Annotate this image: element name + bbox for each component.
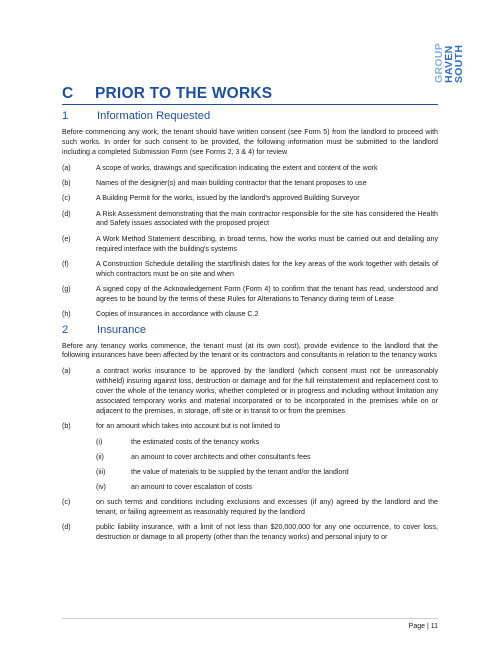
subitem-text: the value of materials to be supplied by the tenant and/or the landlord: [131, 467, 349, 476]
footer-divider: [62, 618, 438, 619]
page-footer: [62, 618, 438, 630]
subitem-text: the estimated costs of the tenancy works: [131, 437, 260, 446]
subitem-text: an amount to cover architects and other consultant's fees: [131, 452, 311, 461]
item-text: A Building Permit for the works, issued by the landlord's approved Building Surveyor: [96, 194, 360, 203]
item-text: Names of the designer(s) and main building contractor that the tenant proposes to use: [96, 178, 367, 187]
list-item: [62, 310, 438, 320]
item-text: on such terms and conditions including exclusions and excesses (if any) agreed by the landlord and the tenant, or failing agreement as reasonably required by the landlord: [96, 497, 438, 516]
paragraph: Before any tenancy works commence, the tenant must (at its own cost), provide evidence to the landlord that the following insurances have been affected by the tenant or its contractors and consultants in relation to the tenancy works: [62, 341, 438, 360]
list-item: [62, 194, 438, 204]
item-label: (f): [62, 259, 69, 268]
subsection-title: Insurance: [97, 323, 147, 336]
list-item: [62, 367, 438, 417]
item-text: Copies of insurances in accordance with clause C.2: [96, 310, 259, 319]
list-item: [62, 210, 438, 230]
item-label: (c): [62, 194, 71, 203]
subitem-label: (iv): [96, 482, 106, 491]
subitem-label: (ii): [96, 452, 104, 461]
item-label: (b): [62, 422, 71, 431]
item-text: A Construction Schedule detailing the start/finish dates for the key areas of the work together with details of which contractors must be on site and when: [96, 259, 438, 278]
page-number: Page | 11: [408, 623, 438, 630]
item-text: A Work Method Statement describing, in broad terms, how the works must be carried out and detailing any required interface with the building's systems: [96, 234, 438, 253]
section-title: PRIOR TO THE WORKS: [95, 85, 273, 102]
section-letter: C: [62, 85, 74, 102]
section-heading: [62, 84, 438, 105]
item-label: (h): [62, 310, 71, 319]
logo-line-group: GROUP: [433, 42, 445, 83]
list-item: [62, 498, 438, 518]
item-label: (a): [62, 367, 71, 376]
item-label: (d): [62, 523, 71, 532]
subsection-title: Information Requested: [97, 110, 211, 122]
item-text: a contract works insurance to be approved by the landlord (which consent must not be unreasonably withheld) insuring against loss, destruction or damage and for the full reinstatement and replacement cost to cover the whole of the tenancy works, whether completed or in progress and including without limitation any associated temporary works and material incorporated or to be incorporated in the premises while on or adjacent to the premises, in storage, off site or in transit to or from the premises: [96, 367, 438, 415]
item-label: (b): [62, 178, 71, 187]
document-body: [62, 110, 438, 548]
subsection-number: 1: [62, 110, 69, 122]
item-text: A signed copy of the Acknowledgement Form (Form 4) to confirm that the tenant has read, understood and agrees to be bound by the terms of these Rules for Alterations to Tenancy during term of Lease: [96, 285, 438, 304]
item-label: (c): [62, 497, 71, 506]
sub-list-item: [96, 468, 438, 478]
list-item: [62, 523, 438, 543]
list-item: [62, 179, 438, 189]
list-item: [62, 235, 438, 255]
list-item: [62, 260, 438, 280]
item-text: public liability insurance, with a limit of not less than $20,000,000 for any one occurrence, to cover loss, destruction or damage to all property (other than the tenancy works) and personal injury to or: [96, 523, 438, 542]
item-label: (a): [62, 163, 71, 172]
sub-list-item: [96, 483, 438, 493]
item-label: (e): [62, 234, 71, 243]
list-item: [62, 164, 438, 174]
subitem-label: (i): [96, 437, 103, 446]
logo-line-south: SOUTH: [453, 44, 465, 83]
item-label: (g): [62, 285, 71, 294]
list-item: [62, 285, 438, 305]
sub-list-item: [96, 453, 438, 463]
subsection-heading-insurance: [62, 323, 438, 336]
item-text: for an amount which takes into account but is not limited to: [96, 422, 281, 431]
company-logo: [433, 25, 465, 83]
subsection-heading-information: [62, 112, 438, 122]
subsection-number: 2: [62, 323, 69, 336]
item-text: A scope of works, drawings and specification indicating the extent and content of the work: [96, 163, 378, 172]
subitem-text: an amount to cover escalation of costs: [131, 482, 253, 491]
list-item: [62, 422, 438, 432]
subitem-label: (iii): [96, 467, 106, 476]
item-text: A Risk Assessment demonstrating that the main contractor responsible for the site has considered the Health and Safety issues associated with the proposed project: [96, 209, 438, 228]
logo-line-haven: HAVEN: [443, 45, 455, 83]
item-label: (d): [62, 209, 71, 218]
paragraph: Before commencing any work, the tenant should have written consent (see Form 5) from the landlord to proceed with such works. In order for such consent to be provided, the following information must be submitted to the landlord including a completed Submission Form (see Forms 2, 3 & 4) for review: [62, 127, 438, 156]
sub-list-item: [96, 438, 438, 448]
